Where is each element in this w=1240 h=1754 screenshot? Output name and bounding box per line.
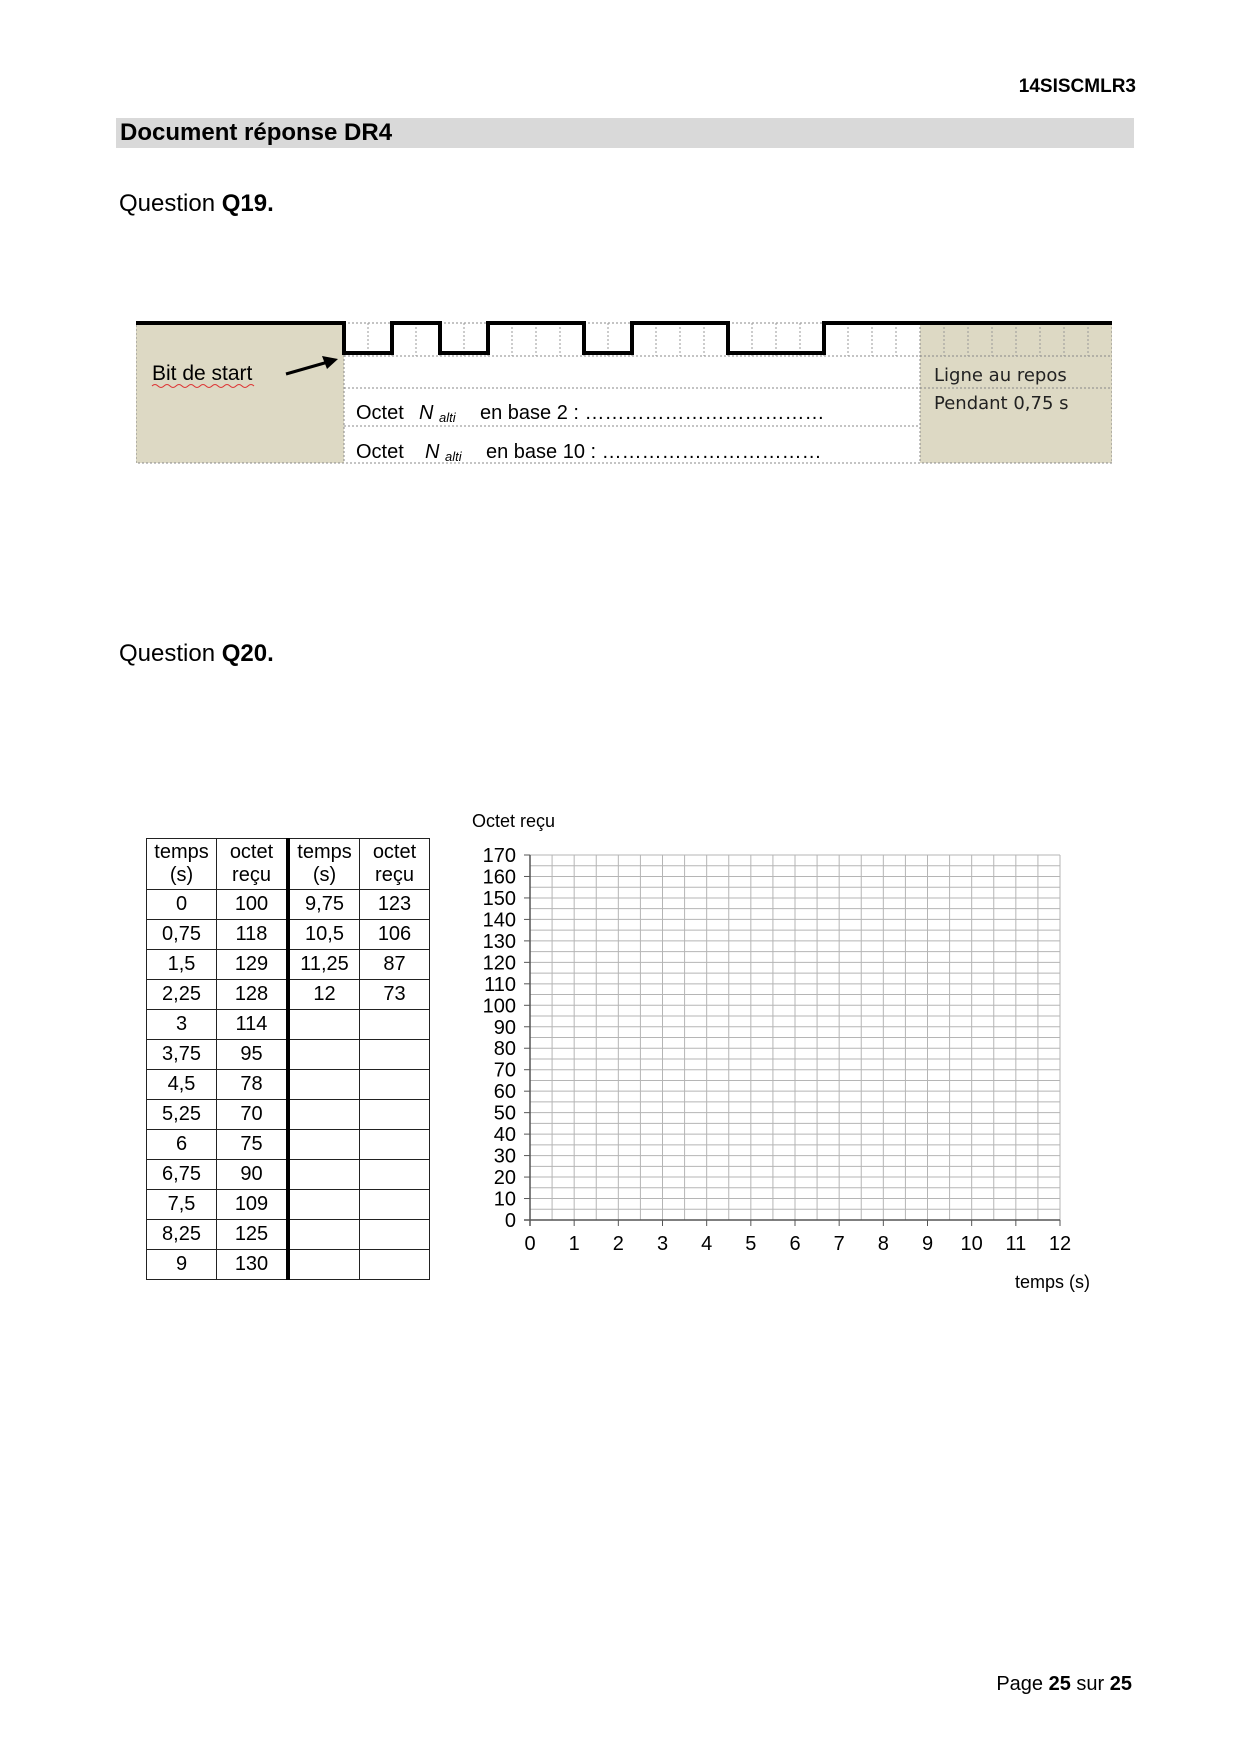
y-tick-label: 0 — [504, 1210, 516, 1232]
y-tick-label: 10 — [493, 1188, 516, 1211]
table-row: 6,75 90 — [147, 1160, 430, 1190]
y-tick-label: 50 — [493, 1102, 516, 1125]
octet-word: Octet — [356, 441, 404, 463]
y-tick-label: 70 — [493, 1059, 516, 1082]
n-symbol: N — [425, 441, 440, 463]
x-tick-label: 2 — [612, 1233, 624, 1255]
x-tick-label: 0 — [524, 1233, 536, 1255]
n-subscript: alti — [439, 410, 456, 425]
x-tick-label: 12 — [1048, 1233, 1072, 1255]
header-temps: temps (s) — [288, 839, 360, 890]
header-octet: octet reçu — [217, 839, 289, 890]
x-tick-label: 1 — [568, 1233, 580, 1255]
table-row: 0 100 9,75 123 — [147, 890, 430, 920]
bit-start-label: Bit de start — [152, 362, 253, 385]
question-q20-heading — [119, 640, 274, 668]
graph-axes — [524, 855, 1060, 1226]
question-prefix: Question — [119, 640, 222, 667]
page-number: Page 25 sur 25 — [996, 1673, 1132, 1695]
x-tick-label: 5 — [745, 1233, 757, 1255]
y-tick-label: 90 — [493, 1016, 516, 1039]
serial-frame-diagram — [136, 318, 1112, 468]
graph-tick-labels — [483, 845, 1072, 1255]
table-row: 1,5 129 11,25 87 — [147, 950, 430, 980]
y-tick-label: 160 — [482, 866, 516, 889]
base10-label: en base 10 : …………………………… — [486, 441, 822, 463]
table-row: 0,75 118 10,5 106 — [147, 920, 430, 950]
answer-graph — [460, 800, 1100, 1300]
table-row: 3,75 95 — [147, 1040, 430, 1070]
x-tick-label: 6 — [789, 1233, 801, 1255]
base10-line — [356, 441, 822, 466]
header-temps: temps (s) — [147, 839, 217, 890]
x-tick-label: 10 — [960, 1233, 983, 1255]
y-tick-label: 150 — [482, 887, 516, 910]
document-title: Document réponse DR4 — [120, 119, 393, 146]
document-code: 14SISCMLR3 — [1018, 76, 1136, 97]
repos-line-1: Ligne au repos — [934, 365, 1067, 386]
y-tick-label: 140 — [482, 909, 516, 932]
y-tick-label: 40 — [493, 1124, 516, 1147]
n-symbol: N — [419, 402, 434, 424]
x-tick-label: 9 — [921, 1233, 934, 1255]
table-row: 4,5 78 — [147, 1070, 430, 1100]
table-header-row — [147, 839, 430, 890]
y-tick-label: 110 — [484, 973, 516, 996]
x-tick-label: 3 — [656, 1233, 669, 1255]
y-tick-label: 60 — [493, 1081, 516, 1104]
y-tick-label: 170 — [482, 845, 516, 867]
x-tick-label: 4 — [701, 1233, 713, 1255]
x-tick-label: 7 — [833, 1233, 845, 1255]
question-number: Q20. — [221, 640, 274, 667]
left-panel — [136, 323, 344, 463]
table-row: 7,5 109 — [147, 1190, 430, 1220]
graph-grid — [530, 855, 1060, 1220]
y-tick-label: 80 — [493, 1038, 516, 1061]
table-row: 3 114 — [147, 1010, 430, 1040]
x-tick-label: 11 — [1005, 1233, 1027, 1255]
base2-label: en base 2 : ……………………………… — [480, 402, 825, 424]
table-row: 5,25 70 — [147, 1100, 430, 1130]
question-prefix: Question — [119, 190, 222, 217]
question-number: Q19. — [221, 190, 274, 217]
n-subscript: alti — [445, 449, 462, 464]
header-octet: octet reçu — [360, 839, 430, 890]
x-axis-label: temps (s) — [1015, 1272, 1091, 1292]
table-row: 9 130 — [147, 1250, 430, 1280]
table-row: 2,25 128 12 73 — [147, 980, 430, 1010]
x-tick-label: 8 — [877, 1233, 889, 1255]
repos-line-2: Pendant 0,75 s — [934, 393, 1069, 414]
y-tick-label: 20 — [493, 1167, 516, 1190]
y-tick-label: 100 — [482, 995, 516, 1018]
y-axis-label: Octet reçu — [472, 811, 556, 831]
y-tick-label: 130 — [482, 930, 516, 953]
table-row: 8,25 125 — [147, 1220, 430, 1250]
base2-line — [356, 402, 825, 427]
y-tick-label: 120 — [482, 952, 516, 975]
octet-word: Octet — [356, 402, 404, 424]
data-table — [146, 838, 430, 1280]
table-row: 6 75 — [147, 1130, 430, 1160]
question-q19-heading — [119, 190, 274, 218]
y-tick-label: 30 — [493, 1145, 516, 1168]
